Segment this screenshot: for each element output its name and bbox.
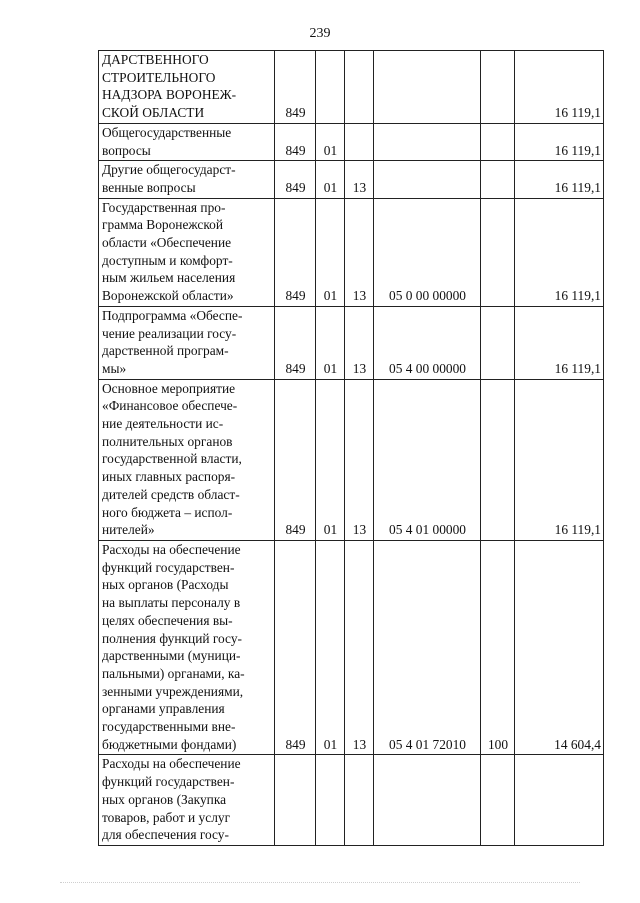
page-number: 239: [309, 26, 331, 41]
cell-expense-kind: [481, 123, 515, 160]
cell-code: 849: [275, 306, 316, 379]
cell-name-line: Расходы на обеспечение: [102, 541, 241, 557]
cell-sum: 14 604,4: [515, 540, 604, 754]
cell-name-line: государственной власти,: [102, 451, 242, 467]
cell-name: [99, 540, 275, 754]
cell-name-line: ного бюджета – испол-: [102, 504, 233, 520]
budget-table-body: [99, 51, 604, 846]
cell-article: [374, 123, 481, 160]
cell-name-line: зенными учреждениями,: [102, 683, 244, 699]
cell-name-line: НАДЗОРА ВОРОНЕЖ-: [102, 87, 237, 103]
cell-section: 01: [316, 198, 345, 306]
cell-expense-kind: [481, 306, 515, 379]
cell-code: 849: [275, 161, 316, 198]
cell-name-line: полнительных органов: [102, 433, 233, 449]
cell-name: [99, 379, 275, 540]
cell-name-line: доступным и комфорт-: [102, 252, 233, 268]
cell-name-line: ДАРСТВЕННОГО: [102, 52, 209, 67]
cell-name-line: дителей средств област-: [102, 486, 240, 502]
cell-section: 01: [316, 161, 345, 198]
cell-name-line: Расходы на обеспечение: [102, 756, 241, 772]
cell-subsection: [345, 123, 374, 160]
cell-name-line: пальными) органами, ка-: [102, 665, 245, 681]
cell-section: 01: [316, 379, 345, 540]
cell-name-line: ным жильем населения: [102, 270, 236, 286]
cell-name-line: Основное мероприятие: [102, 380, 236, 396]
cell-name-line: Воронежской области»: [102, 288, 234, 304]
cell-name: [99, 161, 275, 198]
cell-expense-kind: [481, 379, 515, 540]
cell-article: [374, 51, 481, 124]
cell-article: [374, 755, 481, 846]
cell-sum: 16 119,1: [515, 51, 604, 124]
cell-name-line: ние деятельности ис-: [102, 416, 224, 432]
cell-expense-kind: [481, 198, 515, 306]
cell-article: 05 4 01 72010: [374, 540, 481, 754]
cell-name-line: для обеспечения госу-: [102, 827, 229, 843]
cell-name-line: мы»: [102, 360, 127, 376]
table-row: [99, 306, 604, 379]
cell-code: 849: [275, 198, 316, 306]
cell-name-line: вопросы: [102, 142, 151, 158]
cell-code: 849: [275, 379, 316, 540]
cell-subsection: [345, 51, 374, 124]
cell-name-line: «Финансовое обеспече-: [102, 398, 238, 414]
cell-name-line: Подпрограмма «Обеспе-: [102, 307, 243, 323]
cell-section: [316, 755, 345, 846]
cell-article: [374, 161, 481, 198]
cell-name: [99, 51, 275, 124]
cell-name-line: функций государствен-: [102, 774, 235, 790]
cell-name-line: ных органов (Расходы: [102, 577, 229, 593]
cell-name-line: нителей»: [102, 522, 155, 538]
cell-name: [99, 123, 275, 160]
cell-section: [316, 51, 345, 124]
cell-article: 05 0 00 00000: [374, 198, 481, 306]
table-row: [99, 123, 604, 160]
scan-artifact: [60, 882, 580, 884]
cell-subsection: 13: [345, 540, 374, 754]
cell-name-line: дарственной програм-: [102, 343, 229, 359]
table-row: [99, 161, 604, 198]
cell-name-line: ных органов (Закупка: [102, 791, 227, 807]
cell-expense-kind: 100: [481, 540, 515, 754]
cell-code: [275, 755, 316, 846]
cell-sum: 16 119,1: [515, 123, 604, 160]
budget-table: [98, 50, 604, 846]
cell-name: [99, 198, 275, 306]
cell-subsection: 13: [345, 306, 374, 379]
cell-name-line: товаров, работ и услуг: [102, 809, 231, 825]
cell-name-line: СКОЙ ОБЛАСТИ: [102, 105, 205, 121]
cell-name-line: полнения функций госу-: [102, 630, 242, 646]
cell-name-line: Другие общегосударст-: [102, 162, 236, 178]
table-row: [99, 379, 604, 540]
cell-code: 849: [275, 51, 316, 124]
cell-section: 01: [316, 123, 345, 160]
cell-section: 01: [316, 306, 345, 379]
cell-subsection: 13: [345, 379, 374, 540]
cell-name-line: дарственными (муници-: [102, 648, 241, 664]
cell-sum: 16 119,1: [515, 161, 604, 198]
cell-sum: 16 119,1: [515, 198, 604, 306]
cell-name: [99, 755, 275, 846]
cell-sum: 16 119,1: [515, 306, 604, 379]
cell-subsection: 13: [345, 198, 374, 306]
cell-name-line: венные вопросы: [102, 179, 196, 195]
cell-sum: [515, 755, 604, 846]
cell-name-line: области «Обеспечение: [102, 235, 232, 251]
cell-name: [99, 306, 275, 379]
cell-expense-kind: [481, 51, 515, 124]
cell-expense-kind: [481, 755, 515, 846]
cell-code: 849: [275, 123, 316, 160]
cell-name-line: целях обеспечения вы-: [102, 612, 233, 628]
cell-name-line: чение реализации госу-: [102, 325, 237, 341]
cell-name-line: СТРОИТЕЛЬНОГО: [102, 69, 216, 85]
cell-article: 05 4 01 00000: [374, 379, 481, 540]
cell-name-line: на выплаты персоналу в: [102, 595, 241, 611]
cell-name-line: бюджетными фондами): [102, 736, 237, 752]
table-row: [99, 51, 604, 124]
cell-subsection: [345, 755, 374, 846]
cell-subsection: 13: [345, 161, 374, 198]
table-row: [99, 198, 604, 306]
cell-name-line: грамма Воронежской: [102, 217, 224, 233]
cell-name-line: иных главных распоря-: [102, 469, 236, 485]
cell-name-line: Государственная про-: [102, 199, 226, 215]
cell-section: 01: [316, 540, 345, 754]
cell-code: 849: [275, 540, 316, 754]
cell-name-line: функций государствен-: [102, 559, 235, 575]
cell-name-line: Общегосударственные: [102, 124, 232, 140]
cell-sum: 16 119,1: [515, 379, 604, 540]
cell-name-line: органами управления: [102, 701, 225, 717]
table-row: [99, 540, 604, 754]
cell-article: 05 4 00 00000: [374, 306, 481, 379]
cell-name-line: государственными вне-: [102, 719, 236, 735]
table-row: [99, 755, 604, 846]
cell-expense-kind: [481, 161, 515, 198]
